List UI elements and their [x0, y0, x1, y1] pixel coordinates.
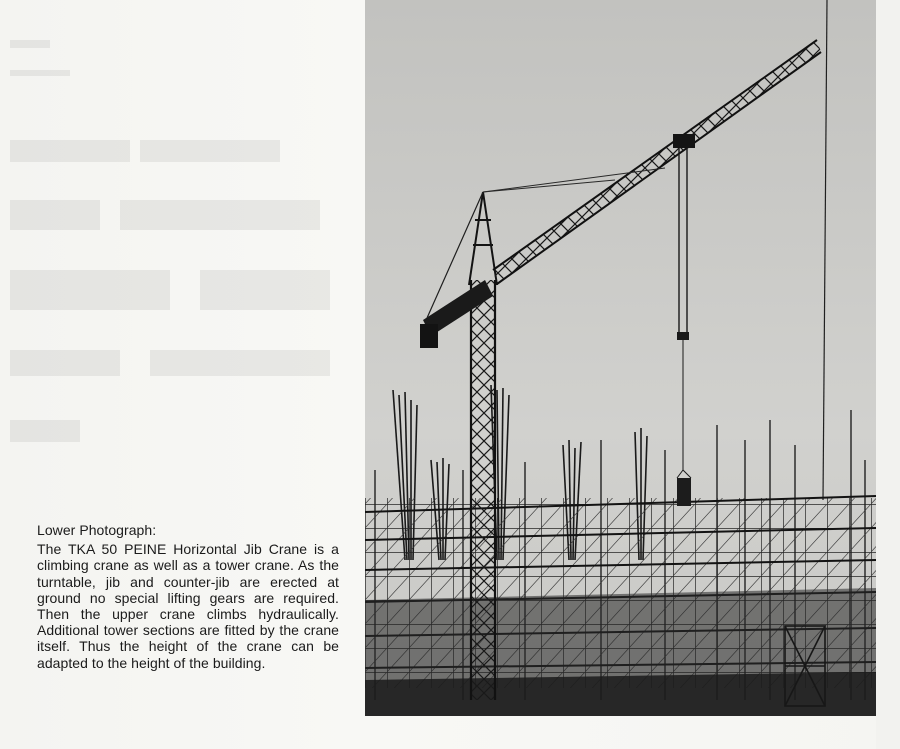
photo-caption — [37, 522, 339, 671]
caption-body: The TKA 50 PEINE Horizontal Jib Crane is a climbing crane as well as a tower crane. As the turntable, jib and counter-jib are erected at ground no special lifting gears are required. Then the upper crane climbs hydraulically. Additional tower sections are fitted by the crane itself. Thus the height of the crane can be adapted to the height of the building. — [37, 541, 339, 671]
crane-photograph — [365, 0, 876, 716]
caption-title: Lower Photograph: — [37, 522, 157, 538]
grain-overlay — [365, 0, 876, 716]
page-margin-right — [876, 0, 900, 749]
show-through-text-texture — [0, 0, 360, 520]
crane-photo-illustration — [365, 0, 876, 716]
